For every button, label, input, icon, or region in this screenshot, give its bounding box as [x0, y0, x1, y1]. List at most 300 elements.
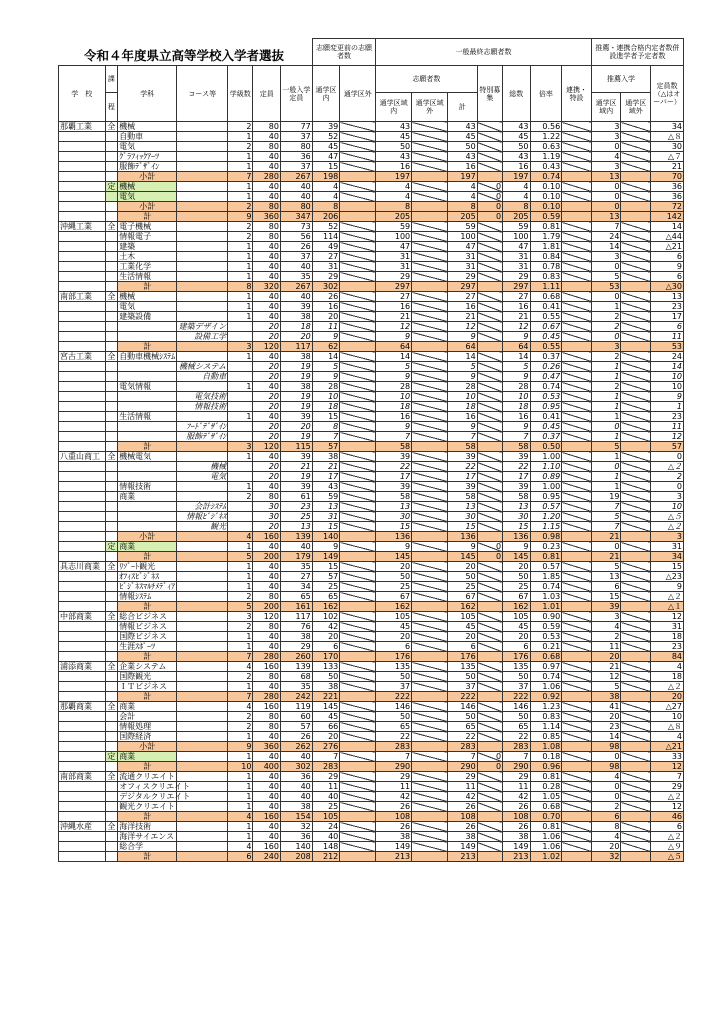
course-type-cell: 全 [105, 352, 118, 362]
recommend-out-area-cell [621, 532, 651, 542]
applicants-out-area-cell [412, 402, 448, 412]
capacity-cell: 40 [253, 152, 280, 162]
corse-cell [177, 352, 228, 362]
ratio-cell: 1.06 [530, 832, 562, 842]
recommend-out-area-cell [621, 462, 651, 472]
applicants-in-area-cell: 13 [376, 502, 412, 512]
before-in-area-cell: 17 [312, 472, 339, 482]
dept-cell: 情報処理 [118, 722, 177, 732]
corse-cell [177, 722, 228, 732]
general-capacity-cell: 242 [280, 692, 312, 702]
before-out-area-cell [340, 622, 376, 632]
course-type-cell [105, 532, 118, 542]
recommend-in-area-cell: 1 [591, 482, 621, 492]
special-cell [477, 392, 502, 402]
ratio-cell: 0.89 [530, 472, 562, 482]
corse-cell [177, 592, 228, 602]
vacancy-cell: △２ [651, 792, 684, 802]
dept-cell: ｸﾞﾗﾌｨｯｸｱｰﾂ [118, 152, 177, 162]
applicants-out-area-cell [412, 302, 448, 312]
recommend-in-area-cell: 5 [591, 682, 621, 692]
applicants-out-area-cell [412, 152, 448, 162]
recommend-in-area-cell: 3 [591, 122, 621, 132]
course-type-cell [105, 442, 118, 452]
corse-cell [177, 692, 228, 702]
recommend-in-area-cell: 0 [591, 542, 621, 552]
general-capacity-cell: 39 [280, 452, 312, 462]
capacity-cell: 80 [253, 222, 280, 232]
general-capacity-cell: 40 [280, 792, 312, 802]
applicants-out-area-cell [412, 472, 448, 482]
cooperation-cell [562, 592, 592, 602]
before-in-area-cell: 52 [312, 132, 339, 142]
dept-cell: 総合学 [118, 842, 177, 852]
general-capacity-cell: 38 [280, 632, 312, 642]
general-capacity-cell: 80 [280, 202, 312, 212]
recommend-in-area-cell: 41 [591, 702, 621, 712]
ratio-cell: 0.23 [530, 542, 562, 552]
grand-total-cell: 8 [503, 202, 530, 212]
grand-total-cell: 38 [503, 832, 530, 842]
grand-total-cell: 22 [503, 462, 530, 472]
classes-cell: 1 [228, 732, 253, 742]
grand-total-cell: 222 [503, 692, 530, 702]
cooperation-cell [562, 832, 592, 842]
general-capacity-cell: 40 [280, 262, 312, 272]
cooperation-cell [562, 122, 592, 132]
cooperation-cell [562, 852, 592, 862]
special-cell [477, 442, 502, 452]
recommend-out-area-cell [621, 212, 651, 222]
before-out-area-cell [340, 142, 376, 152]
cooperation-cell [562, 532, 592, 542]
grand-total-cell: 26 [503, 802, 530, 812]
before-out-area-cell [340, 232, 376, 242]
before-out-area-cell [340, 462, 376, 472]
applicants-in-area-cell: 58 [376, 442, 412, 452]
ratio-cell: 0.10 [530, 192, 562, 202]
vacancy-cell: △２ [651, 832, 684, 842]
special-cell [477, 692, 502, 702]
dept-cell: 電気 [118, 302, 177, 312]
dept-cell: 商業 [118, 752, 177, 762]
cooperation-cell [562, 842, 592, 852]
cooperation-cell [562, 772, 592, 782]
classes-cell [228, 462, 253, 472]
before-out-area-cell [340, 782, 376, 792]
special-cell [477, 152, 502, 162]
applicants-in-area-cell: 213 [376, 852, 412, 862]
classes-cell: 7 [228, 652, 253, 662]
applicants-in-area-cell: 22 [376, 732, 412, 742]
general-capacity-cell: 25 [280, 512, 312, 522]
recommend-in-area-cell: 1 [591, 372, 621, 382]
before-in-area-cell: 149 [312, 552, 339, 562]
table-row [59, 792, 684, 802]
recommend-out-area-cell [621, 832, 651, 842]
applicants-total-cell: 108 [448, 812, 478, 822]
applicants-out-area-cell [412, 452, 448, 462]
before-in-area-cell: 52 [312, 222, 339, 232]
school-cell [59, 532, 106, 542]
before-out-area-cell [340, 732, 376, 742]
corse-cell [177, 642, 228, 652]
school-cell [59, 752, 106, 762]
corse-cell: 建築デザイン [178, 322, 227, 331]
applicants-total-cell: 149 [448, 842, 478, 852]
corse-cell: ﾌｰﾄﾞﾃﾞｻﾞｲﾝ [177, 422, 228, 432]
corse-cell [177, 582, 228, 592]
header-in-area: 通学区内 [312, 66, 339, 122]
corse-cell [177, 262, 228, 272]
vacancy-cell: 1 [651, 402, 684, 412]
applicants-out-area-cell [412, 142, 448, 152]
corse-cell [177, 702, 228, 712]
applicants-total-cell: 205 [448, 212, 478, 222]
special-cell [477, 462, 502, 472]
special-cell [477, 332, 502, 342]
classes-cell [228, 402, 253, 412]
classes-cell: 2 [228, 672, 253, 682]
course-type-cell [105, 212, 118, 222]
ratio-cell: 0.83 [530, 272, 562, 282]
school-cell [59, 232, 106, 242]
special-cell [477, 312, 502, 322]
ratio-cell: 0.97 [530, 662, 562, 672]
general-capacity-cell: 21 [280, 462, 312, 472]
special-cell: 0 [477, 202, 502, 212]
before-out-area-cell [340, 672, 376, 682]
table-row [59, 842, 684, 852]
recommend-out-area-cell [621, 612, 651, 622]
grand-total-cell: 67 [503, 592, 530, 602]
table-row [59, 612, 684, 622]
applicants-in-area-cell: 50 [376, 142, 412, 152]
corse-cell [177, 442, 228, 452]
special-cell [477, 772, 502, 782]
cooperation-cell [562, 702, 592, 712]
corse-cell [177, 732, 228, 742]
recommend-in-area-cell: 6 [591, 582, 621, 592]
capacity-cell: 40 [253, 832, 280, 842]
recommend-out-area-cell [621, 282, 651, 292]
header-ratio: 倍率 [530, 66, 562, 122]
before-in-area-cell: 39 [312, 122, 339, 132]
before-out-area-cell [340, 452, 376, 462]
course-type-cell [105, 392, 118, 402]
recommend-in-area-cell: 3 [591, 132, 621, 142]
ratio-cell: 1.05 [530, 792, 562, 802]
corse-cell [177, 492, 228, 502]
grand-total-cell: 100 [503, 232, 530, 242]
school-cell [59, 482, 106, 492]
grand-total-cell: 58 [503, 492, 530, 502]
applicants-in-area-cell: 39 [376, 452, 412, 462]
capacity-cell: 40 [253, 382, 280, 392]
recommend-out-area-cell [621, 262, 651, 272]
applicants-in-area-cell: 6 [376, 642, 412, 652]
before-in-area-cell: 7 [312, 432, 339, 442]
school-cell [59, 692, 106, 702]
applicants-out-area-cell [412, 162, 448, 172]
capacity-cell: 20 [253, 322, 280, 332]
vacancy-cell: 6 [651, 272, 684, 282]
corse-cell [177, 142, 228, 152]
recommend-out-area-cell [621, 392, 651, 402]
capacity-cell: 200 [253, 602, 280, 612]
classes-cell [228, 372, 253, 382]
school-cell [59, 552, 106, 562]
special-cell [477, 302, 502, 312]
before-in-area-cell: 24 [312, 822, 339, 832]
school-cell [59, 572, 106, 582]
grand-total-cell: 30 [503, 512, 530, 522]
special-cell [477, 292, 502, 302]
dept-cell: 計 [118, 212, 177, 222]
corse-cell [177, 822, 228, 832]
recommend-in-area-cell: 4 [591, 832, 621, 842]
applicants-out-area-cell [412, 812, 448, 822]
recommend-in-area-cell: 3 [591, 162, 621, 172]
classes-cell: 7 [228, 172, 253, 182]
capacity-cell: 40 [253, 782, 280, 792]
recommend-out-area-cell [621, 412, 651, 422]
before-in-area-cell: 38 [312, 452, 339, 462]
vacancy-cell: 24 [651, 352, 684, 362]
corse-cell [177, 122, 228, 132]
applicants-in-area-cell: 290 [376, 762, 412, 772]
ratio-cell: 1.00 [530, 482, 562, 492]
ratio-cell: 0.45 [530, 422, 562, 432]
applicants-in-area-cell: 162 [376, 602, 412, 612]
recommend-in-area-cell: 21 [591, 532, 621, 542]
applicants-out-area-cell [412, 462, 448, 472]
special-cell [477, 262, 502, 272]
special-cell [477, 832, 502, 842]
school-cell [59, 792, 106, 802]
grand-total-cell: 4 [503, 192, 530, 202]
applicants-out-area-cell [412, 522, 448, 532]
recommend-in-area-cell: 2 [591, 352, 621, 362]
applicants-total-cell: 50 [448, 672, 478, 682]
applicants-out-area-cell [412, 332, 448, 342]
grand-total-cell: 10 [503, 392, 530, 402]
applicants-in-area-cell: 9 [376, 422, 412, 432]
course-type-cell: 全 [105, 122, 118, 132]
before-in-area-cell: 8 [312, 202, 339, 212]
corse-cell [177, 542, 228, 552]
classes-cell: 1 [228, 822, 253, 832]
applicants-out-area-cell [412, 392, 448, 402]
cooperation-cell [562, 812, 592, 822]
general-capacity-cell: 347 [280, 212, 312, 222]
applicants-out-area-cell [412, 682, 448, 692]
special-cell [477, 342, 502, 352]
admission-table-sheet [58, 38, 684, 862]
corse-cell [177, 762, 228, 772]
table-row [59, 182, 684, 192]
vacancy-cell: △５ [651, 852, 684, 862]
before-in-area-cell: 9 [312, 332, 339, 342]
before-in-area-cell: 8 [312, 422, 339, 432]
course-type-cell [105, 762, 118, 772]
course-type-cell [105, 282, 118, 292]
vacancy-cell: 12 [651, 802, 684, 812]
ratio-cell: 0.28 [530, 782, 562, 792]
capacity-cell: 80 [253, 672, 280, 682]
grand-total-cell: 50 [503, 712, 530, 722]
applicants-total-cell: 136 [448, 532, 478, 542]
special-cell [477, 322, 502, 332]
general-capacity-cell: 267 [280, 172, 312, 182]
vacancy-cell: 12 [651, 432, 684, 442]
applicants-total-cell: 5 [448, 362, 478, 372]
vacancy-cell: 70 [651, 172, 684, 182]
before-in-area-cell: 283 [312, 762, 339, 772]
course-type-cell [105, 572, 118, 582]
table-row [59, 292, 684, 302]
cooperation-cell [562, 432, 592, 442]
before-in-area-cell: 276 [312, 742, 339, 752]
before-out-area-cell [340, 472, 376, 482]
ratio-cell: 0.53 [530, 392, 562, 402]
ratio-cell: 1.00 [530, 452, 562, 462]
admission-table-body [59, 122, 684, 862]
table-row [59, 522, 684, 532]
school-cell [59, 212, 106, 222]
school-cell [59, 202, 106, 212]
table-row [59, 442, 684, 452]
header-in-area-2: 通学区域内 [376, 93, 412, 122]
recommend-out-area-cell [621, 232, 651, 242]
applicants-total-cell: 28 [448, 382, 478, 392]
school-cell [59, 522, 106, 532]
general-capacity-cell: 56 [280, 232, 312, 242]
table-row [59, 592, 684, 602]
classes-cell: 4 [228, 662, 253, 672]
vacancy-cell: △９ [651, 842, 684, 852]
before-out-area-cell [340, 712, 376, 722]
school-cell: 沖縄工業 [59, 222, 106, 232]
applicants-total-cell: 13 [448, 502, 478, 512]
special-cell: 0 [477, 752, 502, 762]
applicants-in-area-cell: 176 [376, 652, 412, 662]
recommend-out-area-cell [621, 202, 651, 212]
corse-cell [177, 652, 228, 662]
vacancy-cell: 17 [651, 312, 684, 322]
recommend-out-area-cell [621, 682, 651, 692]
general-capacity-cell: 39 [280, 482, 312, 492]
table-row [59, 202, 684, 212]
school-cell [59, 512, 106, 522]
dept-cell: 計 [118, 852, 177, 862]
recommend-out-area-cell [621, 742, 651, 752]
applicants-out-area-cell [412, 532, 448, 542]
general-capacity-cell: 26 [280, 242, 312, 252]
corse-cell [177, 682, 228, 692]
classes-cell: 2 [228, 592, 253, 602]
general-capacity-cell: 40 [280, 292, 312, 302]
applicants-in-area-cell: 42 [376, 792, 412, 802]
applicants-in-area-cell: 50 [376, 712, 412, 722]
corse-cell [177, 832, 228, 842]
general-capacity-cell: 37 [280, 132, 312, 142]
school-cell [59, 682, 106, 692]
before-in-area-cell: 15 [312, 522, 339, 532]
recommend-in-area-cell: 5 [591, 512, 621, 522]
before-out-area-cell [340, 602, 376, 612]
corse-cell [177, 712, 228, 722]
table-row [59, 582, 684, 592]
special-cell [477, 522, 502, 532]
table-row [59, 172, 684, 182]
dept-cell: 国際観光 [118, 672, 177, 682]
ratio-cell: 0.63 [530, 142, 562, 152]
ratio-cell: 0.18 [530, 752, 562, 762]
general-capacity-cell: 119 [280, 702, 312, 712]
dept-cell: 国際ビジネス [118, 632, 177, 642]
ratio-cell: 0.74 [530, 582, 562, 592]
corse-cell: 自動車 [177, 372, 228, 382]
corse-cell [177, 622, 228, 632]
special-cell [477, 712, 502, 722]
before-in-area-cell: 5 [312, 362, 339, 372]
before-out-area-cell [340, 582, 376, 592]
classes-cell: 2 [228, 722, 253, 732]
recommend-out-area-cell [621, 652, 651, 662]
before-out-area-cell [340, 152, 376, 162]
cooperation-cell [562, 642, 592, 652]
cooperation-cell [562, 712, 592, 722]
before-out-area-cell [340, 372, 376, 382]
applicants-in-area-cell: 50 [376, 572, 412, 582]
applicants-in-area-cell: 59 [376, 222, 412, 232]
general-capacity-cell: 37 [280, 162, 312, 172]
course-type-cell: 定 [105, 542, 118, 552]
grand-total-cell: 213 [503, 852, 530, 862]
corse-cell: 情報技術 [177, 402, 228, 412]
classes-cell: 1 [228, 772, 253, 782]
cooperation-cell [562, 312, 592, 322]
cooperation-cell [562, 362, 592, 372]
capacity-cell: 20 [253, 522, 280, 532]
general-capacity-cell: 38 [280, 802, 312, 812]
ratio-cell: 0.57 [530, 502, 562, 512]
applicants-total-cell: 283 [448, 742, 478, 752]
course-type-cell: 全 [105, 702, 118, 712]
dept-cell: 海洋サイエンス [118, 832, 177, 842]
ratio-cell: 1.01 [530, 602, 562, 612]
before-out-area-cell [340, 652, 376, 662]
before-in-area-cell: 114 [312, 232, 339, 242]
recommend-in-area-cell: 5 [591, 442, 621, 452]
recommend-out-area-cell [621, 332, 651, 342]
school-cell [59, 462, 106, 472]
special-cell: 0 [477, 192, 502, 202]
applicants-out-area-cell [412, 742, 448, 752]
vacancy-cell: △２ [651, 682, 684, 692]
header-change-group: 志願変更前の志願者数 [312, 39, 375, 66]
ratio-cell: 1.02 [530, 852, 562, 862]
recommend-in-area-cell: 32 [591, 852, 621, 862]
special-cell [477, 142, 502, 152]
recommend-out-area-cell [621, 842, 651, 852]
vacancy-cell: 53 [651, 342, 684, 352]
vacancy-cell: 13 [651, 292, 684, 302]
table-row [59, 822, 684, 832]
cooperation-cell [562, 202, 592, 212]
ratio-cell: 0.98 [530, 532, 562, 542]
